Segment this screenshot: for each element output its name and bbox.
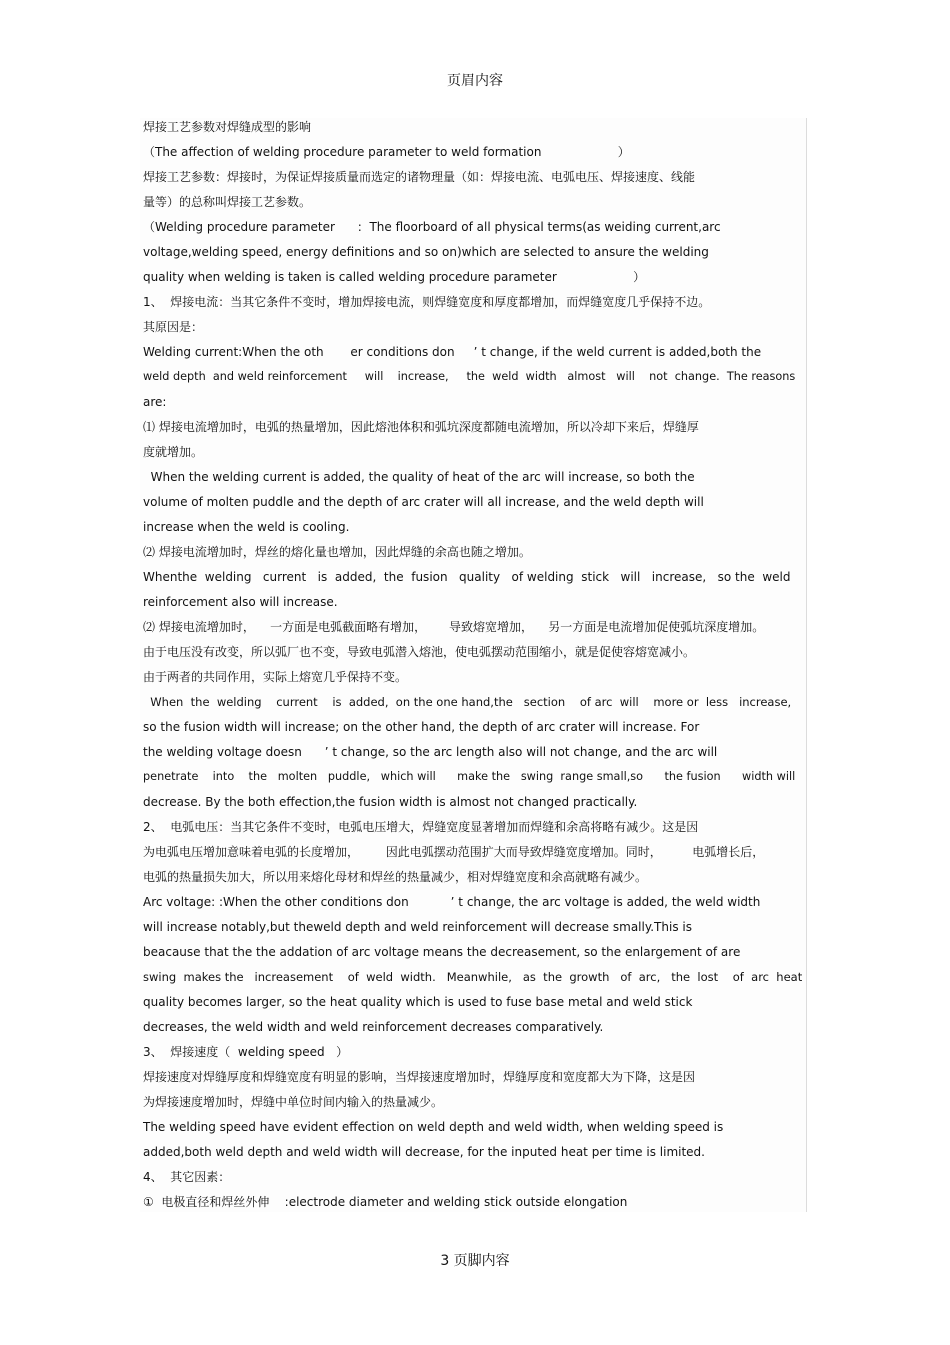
text-line: volume of molten puddle and the depth of arc crater will all increase, and the weld depth will xyxy=(143,495,704,509)
section-heading: 4、 其它因素： xyxy=(143,1170,231,1184)
text-line: voltage,welding speed, energy definitions and so on)which are selected to ansure the welding xyxy=(143,245,709,259)
text-line: 量等）的总称叫焊接工艺参数。 xyxy=(143,195,312,209)
text-line: Welding current:When the oth er conditions don ’ t change, if the weld current is added,both the xyxy=(143,345,762,359)
text-line: 由于电压没有改变，所以弧厂也不变，导致电弧潜入熔池，使电弧摆动范围缩小，就是促使容熔宽减小。 xyxy=(143,645,696,659)
page-header: 页眉内容 xyxy=(447,73,503,89)
section-heading: 1、 焊接电流：当其它条件不变时，增加焊接电流，则焊缝宽度和厚度都增加，而焊缝宽度几乎保持不边。 xyxy=(143,295,711,309)
text-line: reinforcement also will increase. xyxy=(143,595,338,609)
text-line: （The affection of welding procedure parameter to weld formation ） xyxy=(143,145,630,159)
text-line: increase when the weld is cooling. xyxy=(143,520,350,534)
text-line: 由于两者的共同作用，实际上熔宽几乎保持不变。 xyxy=(143,670,408,684)
text-line: so the fusion width will increase; on the other hand, the depth of arc crater will increase. For xyxy=(143,720,700,734)
text-line: Arc voltage: :When the other conditions don ’ t change, the arc voltage is added, the weld width xyxy=(143,895,761,909)
text-line: the welding voltage doesn ’ t change, so the arc length also will not change, and the arc will xyxy=(143,745,718,759)
text-line: are: xyxy=(143,395,167,409)
text-line: 其原因是： xyxy=(143,320,204,334)
text-line: 电弧的热量损失加大，所以用来熔化母材和焊丝的热量减少，相对焊缝宽度和余高就略有减少。 xyxy=(143,870,648,884)
page-footer: 3 页脚内容 xyxy=(440,1253,510,1269)
text-line: penetrate into the molten puddle, which will make the swing range small,so the fusion width will xyxy=(143,770,796,783)
text-line: quality becomes larger, so the heat quality which is used to fuse base metal and weld stick xyxy=(143,995,693,1009)
text-line: 为电弧电压增加意味着电弧的长度增加， 因此电弧摆动范围扩大而导致焊缝宽度增加。同时， 电弧增长后， xyxy=(143,845,765,859)
text-line: 度就增加。 xyxy=(143,445,204,459)
text-line: The welding speed have evident effection on weld depth and weld width, when welding speed is xyxy=(143,1120,724,1134)
text-line: weld depth and weld reinforcement will increase, the weld width almost will not change. The reasons xyxy=(143,370,796,383)
text-line: quality when welding is taken is called welding procedure parameter ） xyxy=(143,270,646,284)
text-line: decreases, the weld width and weld reinforcement decreases comparatively. xyxy=(143,1020,604,1034)
text-line: ① 电极直径和焊丝外伸 :electrode diameter and welding stick outside elongation xyxy=(143,1195,628,1209)
text-line: added,both weld depth and weld width will decrease, for the inputed heat per time is limited. xyxy=(143,1145,705,1159)
text-line: ⑴ 焊接电流增加时，电弧的热量增加，因此熔池体积和弧坑深度都随电流增加，所以冷却下来后，焊缝厚 xyxy=(143,420,699,434)
text-line: ⑵ 焊接电流增加时，焊丝的熔化量也增加，因此焊缝的余高也随之增加。 xyxy=(143,545,531,559)
text-line: will increase notably,but theweld depth and weld reinforcement will decrease smally.This is xyxy=(143,920,692,934)
text-line: When the welding current is added, on the one hand,the section of arc will more or less increase, xyxy=(143,695,792,709)
text-line: ⑵ 焊接电流增加时， 一方面是电弧截面略有增加， 导致熔宽增加， 另一方面是电流增加促使弧坑深度增加。 xyxy=(143,620,765,634)
section-heading: 3、 焊接速度（ welding speed ） xyxy=(143,1045,349,1059)
text-line: beacause that the the addation of arc voltage means the decreasement, so the enlargement of are xyxy=(143,945,741,959)
document-body xyxy=(140,118,807,1212)
doc-title: 焊接工艺参数对焊缝成型的影响 xyxy=(143,120,312,134)
section-heading: 2、 电弧电压：当其它条件不变时，电弧电压增大，焊缝宽度显著增加而焊缝和余高将略有减少。这是因 xyxy=(143,820,699,834)
text-line: 焊接速度对焊缝厚度和焊缝宽度有明显的影响，当焊接速度增加时，焊缝厚度和宽度都大为下降，这是因 xyxy=(143,1070,696,1084)
text-line: swing makes the increasement of weld width. Meanwhile, as the growth of arc, the lost of arc heat xyxy=(143,970,803,984)
text-line: When the welding current is added, the quality of heat of the arc will increase, so both the xyxy=(143,470,695,484)
text-line: （Welding procedure parameter : The floorboard of all physical terms(as weiding current,arc xyxy=(143,220,721,234)
text-line: 焊接工艺参数：焊接时，为保证焊接质量而选定的诸物理量（如：焊接电流、电弧电压、焊接速度、线能 xyxy=(143,170,696,184)
text-line: 为焊接速度增加时，焊缝中单位时间内输入的热量减少。 xyxy=(143,1095,444,1109)
text-line: decrease. By the both effection,the fusion width is almost not changed practically. xyxy=(143,795,638,809)
text-line: Whenthe welding current is added, the fusion quality of welding stick will increase, so the weld xyxy=(143,570,791,584)
